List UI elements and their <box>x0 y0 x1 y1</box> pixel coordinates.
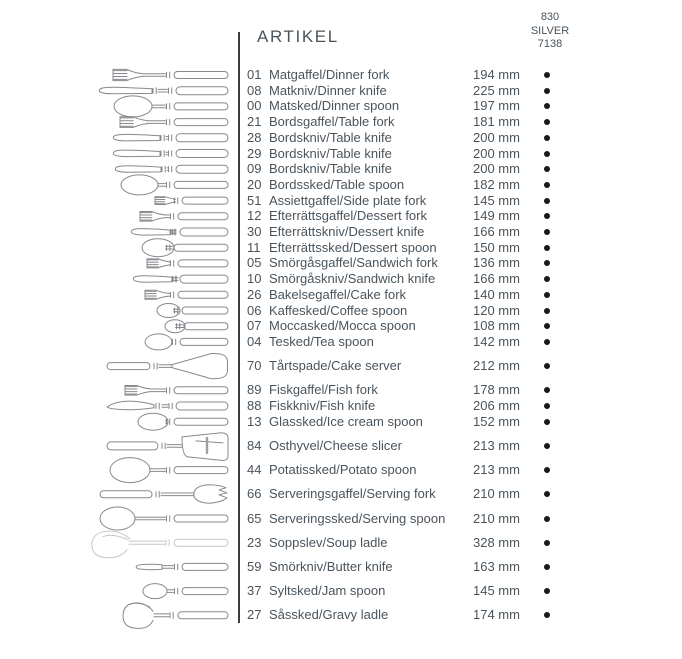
article-number: 10 <box>247 271 262 287</box>
article-name: Matgaffel/Dinner fork <box>269 67 390 82</box>
article-length: 210 mm <box>473 510 520 526</box>
availability-header-line: 830 <box>540 11 560 23</box>
article-number: 84 <box>247 437 262 453</box>
availability-dot <box>544 276 550 282</box>
article-row <box>247 271 677 287</box>
article-name: Smörkniv/Butter knife <box>269 558 393 574</box>
article-name: Efterrättssked/Dessert spoon <box>269 239 437 255</box>
article-name: Matkniv/Dinner knife <box>269 82 387 98</box>
article-name: Bakelsegaffel/Cake fork <box>269 286 407 302</box>
article-row <box>247 146 677 162</box>
article-name: Assiettgaffel/Side plate fork <box>269 192 427 208</box>
article-length: 163 mm <box>473 558 520 574</box>
article-name: Glassked/Ice cream spoon <box>269 413 423 429</box>
article-row <box>247 114 677 130</box>
availability-dot <box>544 339 550 345</box>
article-number: 37 <box>247 583 262 599</box>
article-length: 212 mm <box>473 358 520 374</box>
article-name: Såssked/Gravy ladle <box>269 607 389 623</box>
article-number: 66 <box>247 486 262 502</box>
availability-dot <box>544 182 550 188</box>
availability-dot <box>544 588 550 594</box>
article-name: Efterrättsgaffel/Dessert fork <box>269 208 427 224</box>
article-name: Fiskgaffel/Fish fork <box>269 382 378 398</box>
article-name: Potatissked/Potato spoon <box>269 462 417 478</box>
article-length: 150 mm <box>473 239 520 255</box>
availability-dot <box>544 119 550 125</box>
article-length: 145 mm <box>473 583 520 599</box>
article-length: 197 mm <box>473 98 520 114</box>
article-length: 136 mm <box>473 255 520 271</box>
article-row <box>247 193 677 209</box>
availability-dot <box>544 540 550 546</box>
availability-dot <box>544 166 550 172</box>
article-number: 07 <box>247 318 262 334</box>
article-length: 213 mm <box>473 437 520 453</box>
article-number: 01 <box>247 67 262 82</box>
article-row <box>247 255 677 271</box>
article-row <box>247 334 677 350</box>
article-length: 108 mm <box>473 318 520 334</box>
article-name: Bordskniv/Table knife <box>269 129 392 145</box>
article-number: 88 <box>247 398 262 413</box>
availability-dot <box>544 260 550 266</box>
article-number: 30 <box>247 224 262 239</box>
article-number: 04 <box>247 333 262 349</box>
article-row <box>247 224 677 240</box>
column-header-artikel: ARTIKEL <box>257 27 339 46</box>
article-name: Smörgåsgaffel/Sandwich fork <box>269 255 438 271</box>
article-number: 09 <box>247 161 262 177</box>
availability-dot <box>544 403 550 409</box>
article-name: Serveringsgaffel/Serving fork <box>269 486 436 502</box>
article-length: 142 mm <box>473 333 520 349</box>
availability-dot <box>544 363 550 369</box>
availability-dot <box>544 213 550 219</box>
availability-dot <box>544 491 550 497</box>
article-number: 51 <box>247 192 262 208</box>
article-number: 12 <box>247 208 262 224</box>
article-number: 23 <box>247 534 262 550</box>
article-number: 08 <box>247 82 262 98</box>
article-number: 29 <box>247 145 262 161</box>
article-number: 65 <box>247 510 262 526</box>
availability-dot <box>544 88 550 94</box>
article-row <box>247 318 677 334</box>
article-length: 200 mm <box>473 129 520 145</box>
article-number: 11 <box>247 239 261 255</box>
availability-dot <box>544 245 550 251</box>
availability-dot <box>544 467 550 473</box>
article-length: 166 mm <box>473 224 520 239</box>
availability-dot <box>544 292 550 298</box>
article-number: 44 <box>247 462 262 478</box>
article-length: 210 mm <box>473 486 520 502</box>
availability-dot <box>544 516 550 522</box>
article-length: 140 mm <box>473 286 520 302</box>
article-number: 06 <box>247 302 262 318</box>
article-row <box>247 208 677 224</box>
article-number: 89 <box>247 382 262 398</box>
article-length: 145 mm <box>473 192 520 208</box>
availability-dot <box>544 308 550 314</box>
article-row <box>247 98 677 114</box>
article-row <box>247 398 677 414</box>
article-row <box>247 240 677 256</box>
article-name: Kaffesked/Coffee spoon <box>269 302 408 318</box>
availability-dot <box>544 443 550 449</box>
article-name: Fiskkniv/Fish knife <box>269 398 376 413</box>
article-number: 27 <box>247 607 262 623</box>
article-length: 120 mm <box>473 302 520 318</box>
article-name: Bordsgaffel/Table fork <box>269 114 395 130</box>
article-length: 174 mm <box>473 607 520 623</box>
article-row <box>247 414 677 430</box>
availability-dot <box>544 151 550 157</box>
availability-dot <box>544 419 550 425</box>
article-name: Bordskniv/Table knife <box>269 145 392 161</box>
article-number: 59 <box>247 558 262 574</box>
article-name: Soppslev/Soup ladle <box>269 534 388 550</box>
article-length: 194 mm <box>473 67 520 82</box>
availability-dot <box>544 103 550 109</box>
article-row <box>247 67 677 83</box>
article-length: 213 mm <box>473 462 520 478</box>
article-row <box>247 511 677 527</box>
article-name: Serveringssked/Serving spoon <box>269 510 446 526</box>
article-row <box>247 177 677 193</box>
article-row <box>247 161 677 177</box>
article-name: Smörgåskniv/Sandwich knife <box>269 271 436 287</box>
article-number: 26 <box>247 286 262 302</box>
article-row <box>247 303 677 319</box>
article-number: 21 <box>247 114 262 130</box>
availability-dot <box>544 564 550 570</box>
article-number: 28 <box>247 129 262 145</box>
availability-dot <box>544 198 550 204</box>
article-name: Bordssked/Table spoon <box>269 176 405 192</box>
article-number: 20 <box>247 176 262 192</box>
article-row <box>247 130 677 146</box>
availability-header-line: 7138 <box>537 38 563 50</box>
article-name: Moccasked/Mocca spoon <box>269 318 416 334</box>
article-name: Efterrättskniv/Dessert knife <box>269 224 425 239</box>
article-name: Tårtspade/Cake server <box>269 358 402 374</box>
article-row <box>247 438 677 454</box>
article-name: Osthyvel/Cheese slicer <box>269 437 402 453</box>
availability-dot <box>544 323 550 329</box>
article-row <box>247 358 677 374</box>
availability-header-line: SILVER <box>530 24 570 37</box>
article-length: 152 mm <box>473 413 520 429</box>
article-name: Tesked/Tea spoon <box>269 333 374 349</box>
article-row <box>247 486 677 502</box>
article-length: 181 mm <box>473 114 520 130</box>
article-row <box>247 607 677 623</box>
availability-dot <box>544 387 550 393</box>
availability-dot <box>544 72 550 78</box>
article-row <box>247 287 677 303</box>
article-name: Matsked/Dinner spoon <box>269 98 400 114</box>
article-length: 206 mm <box>473 398 520 413</box>
availability-dot <box>544 135 550 141</box>
article-length: 178 mm <box>473 382 520 398</box>
article-length: 149 mm <box>473 208 520 224</box>
article-name: Syltsked/Jam spoon <box>269 583 386 599</box>
article-number: 05 <box>247 255 262 271</box>
article-row <box>247 559 677 575</box>
article-length: 200 mm <box>473 145 520 161</box>
article-number: 00 <box>247 98 262 114</box>
availability-dot <box>544 612 550 618</box>
article-length: 182 mm <box>473 176 520 192</box>
article-row <box>247 462 677 478</box>
article-row <box>247 382 677 398</box>
article-length: 200 mm <box>473 161 520 177</box>
article-row <box>247 535 677 551</box>
article-length: 328 mm <box>473 534 520 550</box>
article-number: 70 <box>247 358 262 374</box>
article-number: 13 <box>247 413 262 429</box>
availability-dot <box>544 229 550 235</box>
article-name: Bordskniv/Table knife <box>269 161 392 177</box>
article-length: 166 mm <box>473 271 520 287</box>
article-length: 225 mm <box>473 82 520 98</box>
article-row <box>247 583 677 599</box>
article-row <box>247 83 677 99</box>
